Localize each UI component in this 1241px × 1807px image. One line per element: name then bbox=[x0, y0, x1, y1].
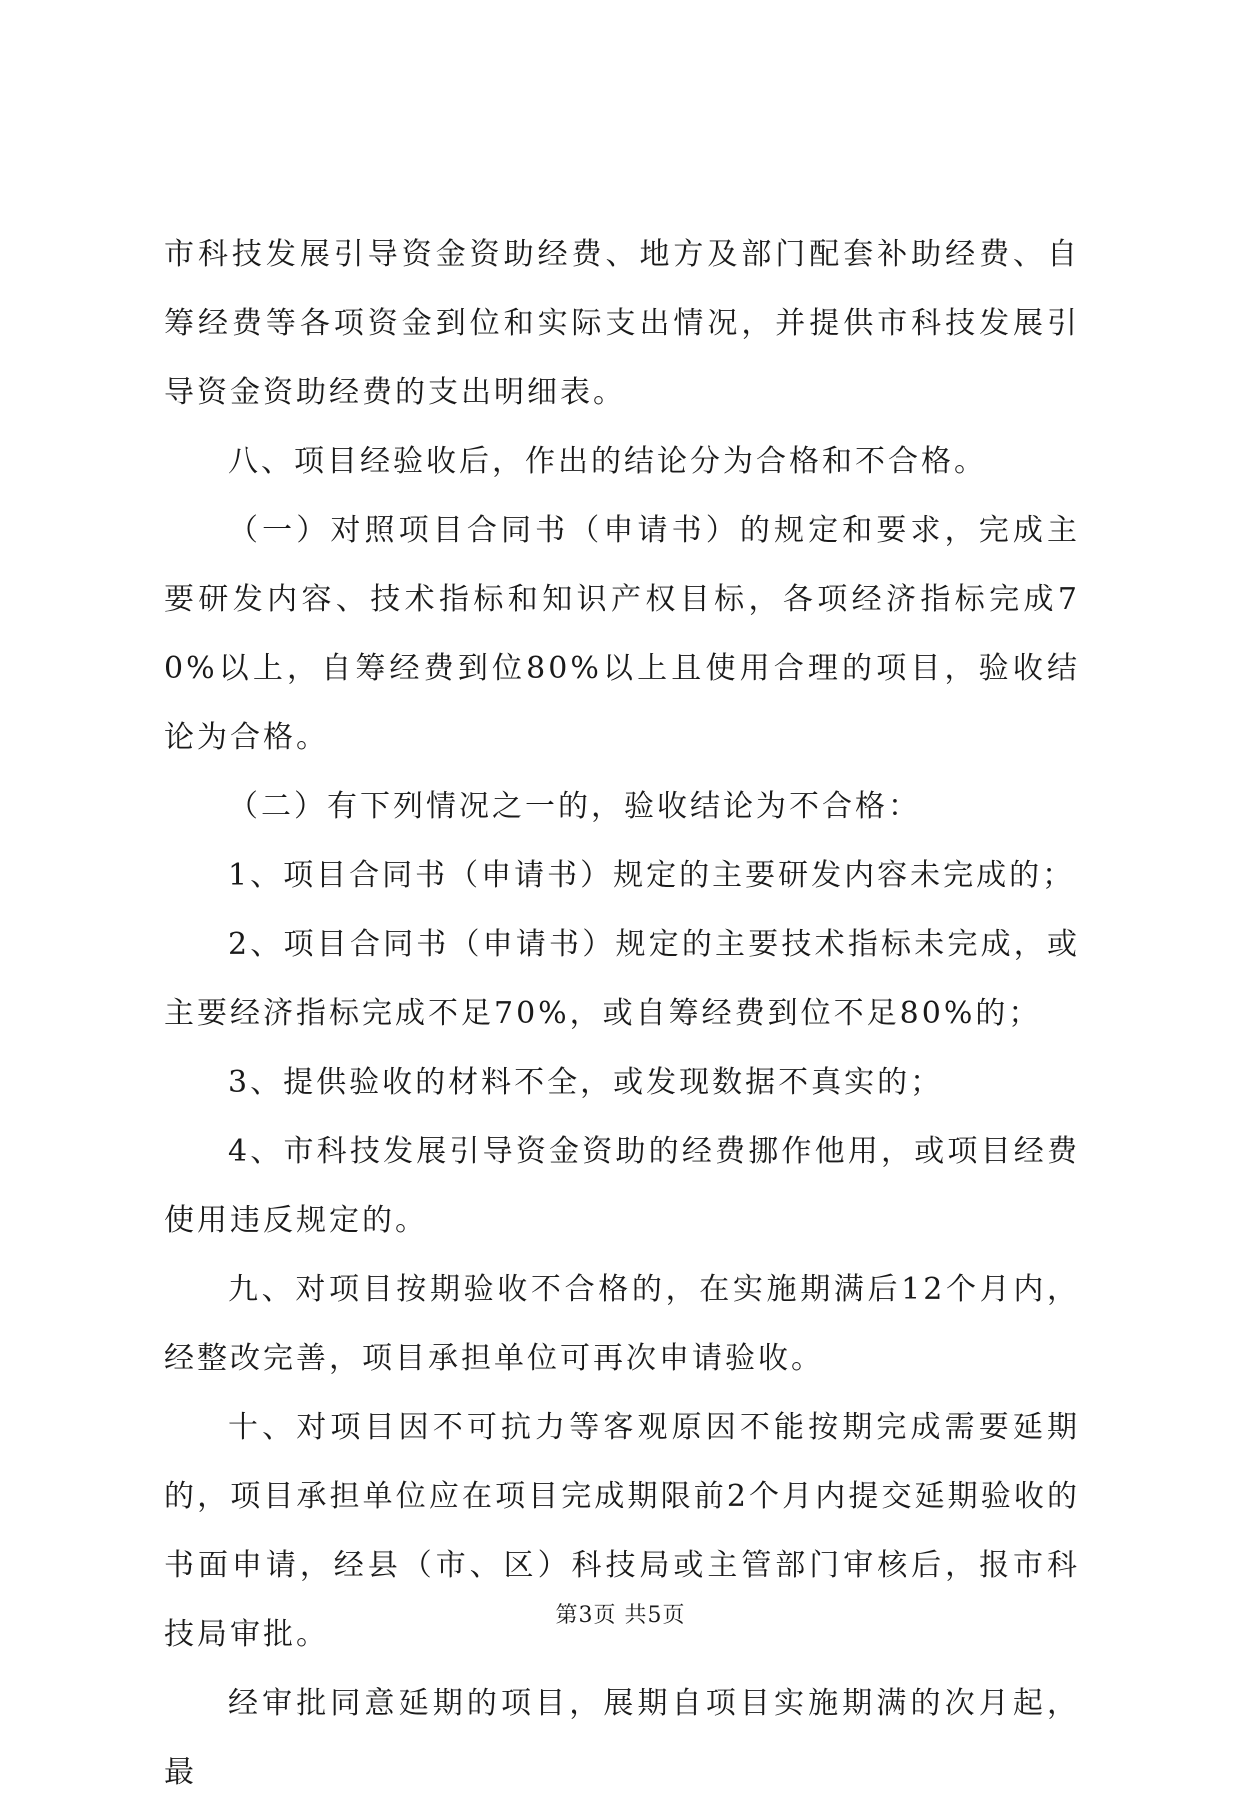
paragraph-section-9: 九、对项目按期验收不合格的，在实施期满后12个月内，经整改完善，项目承担单位可再次申请验收。 bbox=[164, 1272, 1080, 1376]
paragraph-section-8: 八、项目经验收后，作出的结论分为合格和不合格。 bbox=[228, 444, 987, 479]
paragraph-unqualified-intro: （二）有下列情况之一的，验收结论为不合格： bbox=[228, 789, 921, 824]
paragraph-funding-details: 市科技发展引导资金资助经费、地方及部门配套补助经费、自筹经费等各项资金到位和实际支出情况，并提供市科技发展引导资金资助经费的支出明细表。 bbox=[164, 237, 1080, 410]
paragraph-section-10: 十、对项目因不可抗力等客观原因不能按期完成需要延期的，项目承担单位应在项目完成期限前2个月内提交延期验收的书面申请，经县（市、区）科技局或主管部门审核后，报市科技局审批。 bbox=[164, 1410, 1080, 1652]
document-body bbox=[164, 220, 1080, 1807]
page-number-footer: 第3页 共5页 bbox=[555, 1603, 686, 1628]
paragraph-extension: 经审批同意延期的项目，展期自项目实施期满的次月起，最 bbox=[164, 1686, 1080, 1790]
paragraph-item-1: 1、项目合同书（申请书）规定的主要研发内容未完成的； bbox=[228, 858, 1076, 893]
paragraph-item-3: 3、提供验收的材料不全，或发现数据不真实的； bbox=[228, 1065, 944, 1100]
paragraph-item-2: 2、项目合同书（申请书）规定的主要技术指标未完成，或主要经济指标完成不足70%，或自筹经费到位不足80%的； bbox=[164, 927, 1080, 1031]
paragraph-qualified-criteria: （一）对照项目合同书（申请书）的规定和要求，完成主要研发内容、技术指标和知识产权目标，各项经济指标完成70%以上，自筹经费到位80%以上且使用合理的项目，验收结论为合格。 bbox=[164, 513, 1080, 755]
paragraph-item-4: 4、市科技发展引导资金资助的经费挪作他用，或项目经费使用违反规定的。 bbox=[164, 1134, 1080, 1238]
